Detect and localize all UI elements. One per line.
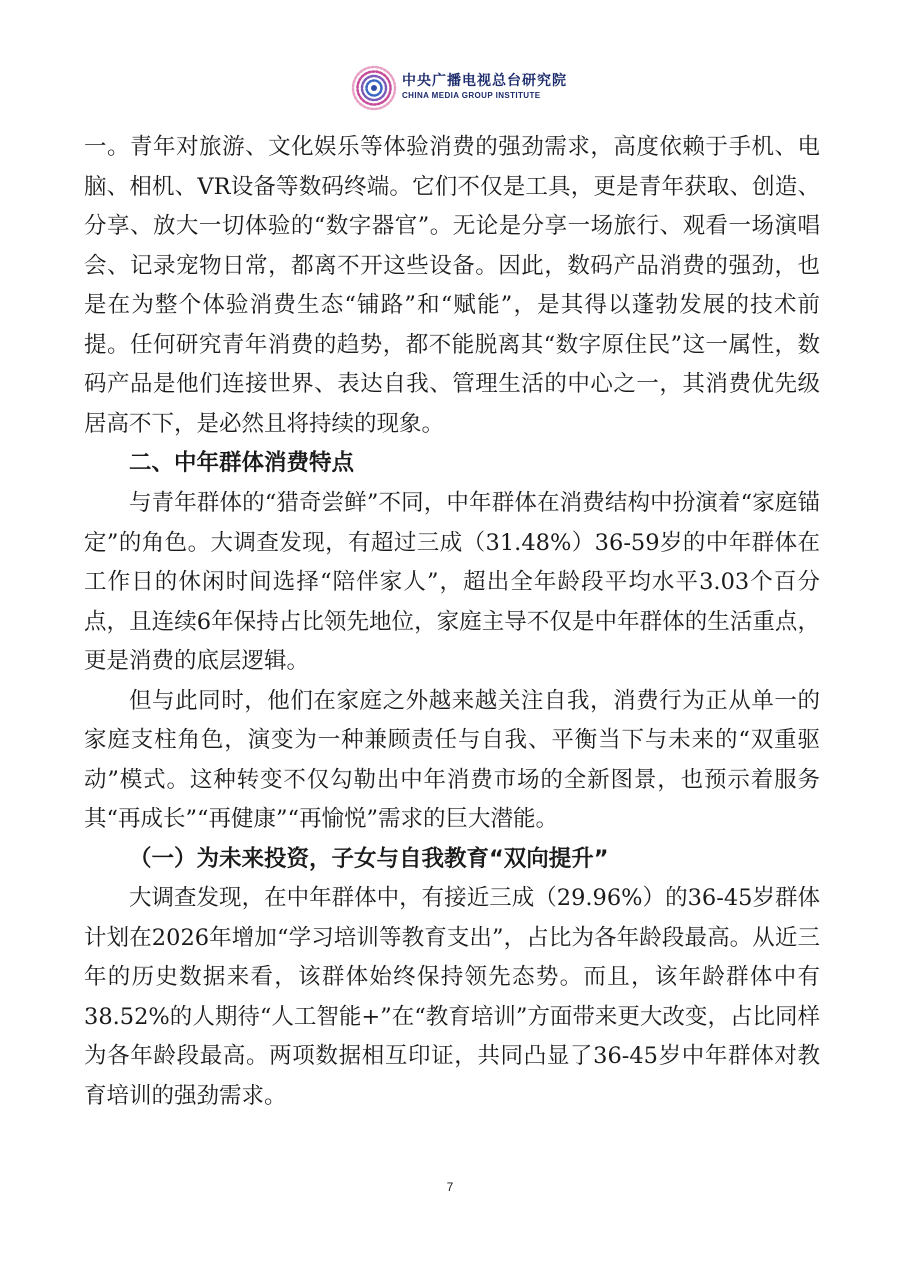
section-heading-middle-aged: 二、中年群体消费特点 — [129, 450, 355, 476]
paragraph-education-demand: 大调查发现，在中年群体中，有接近三成（29.96%）的36-45岁群体计划在2026年增加“学习培训等教育支出”，占比为各年龄段最高。从近三年的历史数据来看，该群体始终保持领先态势。而且，该年龄群体中有38.52%的人期待“人工智能+”在“教育培训”方面带来更大改变，占比同样为各年龄段最高。两项数据相互印证，共同凸显了36-45岁中年群体对教育培训的强劲需求。 — [84, 885, 820, 1109]
institute-logo-icon — [350, 64, 398, 112]
subsection-heading-education: （一）为未来投资，子女与自我教育“双向提升” — [129, 845, 609, 872]
paragraph-dual-drive: 但与此同时，他们在家庭之外越来越关注自我，消费行为正从单一的家庭支柱角色，演变为一种兼顾责任与自我、平衡当下与未来的“双重驱动”模式。这种转变不仅勾勒出中年消费市场的全新图景，也预示着服务其“再成长”“再健康”“再愉悦”需求的巨大潜能。 — [84, 687, 820, 832]
paragraph-family-anchor: 与青年群体的“猎奇尝鲜”不同，中年群体在消费结构中扮演着“家庭锚定”的角色。大调查发现，有超过三成（31.48%）36-59岁的中年群体在工作日的休闲时间选择“陪伴家人”，超出全年龄段平均水平3.03个百分点，且连续6年保持占比领先地位，家庭主导不仅是中年群体的生活重点，更是消费的底层逻辑。 — [84, 490, 820, 674]
document-body — [84, 128, 820, 1116]
logo-english-name: CHINA MEDIA GROUP INSTITUTE — [402, 91, 541, 100]
paragraph-youth-digital: 一。青年对旅游、文化娱乐等体验消费的强劲需求，高度依赖于手机、电脑、相机、VR设备等数码终端。它们不仅是工具，更是青年获取、创造、分享、放大一切体验的“数字器官”。无论是分享一场旅行、观看一场演唱会、记录宠物日常，都离不开这些设备。因此，数码产品消费的强劲，也是在为整个体验消费生态“铺路”和“赋能”，是其得以蓬勃发展的技术前提。任何研究青年消费的趋势，都不能脱离其“数字原住民”这一属性，数码产品是他们连接世界、表达自我、管理生活的中心之一，其消费优先级居高不下，是必然且将持续的现象。 — [84, 134, 820, 437]
header — [0, 60, 900, 116]
logo-chinese-name: 中央广播电视总台研究院 — [402, 73, 567, 89]
page-number: 7 — [446, 1180, 454, 1194]
